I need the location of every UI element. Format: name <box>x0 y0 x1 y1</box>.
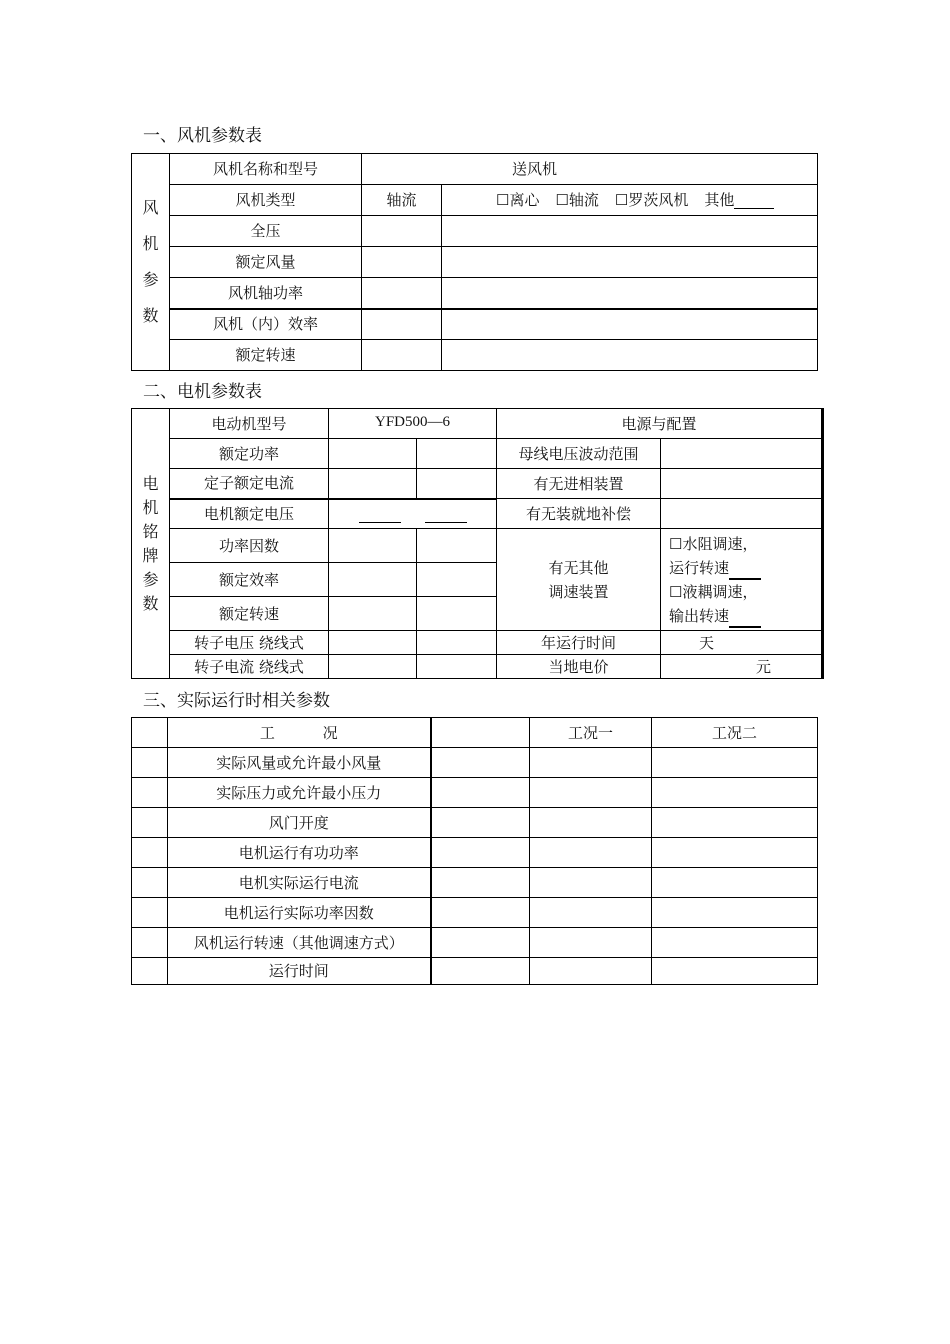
ops-row-blank <box>132 748 168 778</box>
ops-row-blank <box>132 898 168 928</box>
output-speed-line <box>669 604 821 628</box>
other-speed-device-label <box>497 529 661 631</box>
ops-row-label: 实际风量或允许最小风量 <box>168 748 431 778</box>
fan-type-value[interactable]: 轴流 <box>362 185 442 216</box>
ops-row-case2[interactable] <box>652 868 818 898</box>
option-axial[interactable]: ☐轴流 <box>555 191 599 209</box>
phase-advancer-label: 有无进相装置 <box>497 469 661 499</box>
ops-row-blank <box>132 928 168 958</box>
section1-title: 一、风机参数表 <box>143 126 262 146</box>
stator-current-value-1[interactable] <box>329 469 417 499</box>
section2-title: 二、电机参数表 <box>143 382 262 402</box>
shaft-power-label: 风机轴功率 <box>170 278 362 309</box>
ops-row-value[interactable] <box>431 808 530 838</box>
ops-row-label: 运行时间 <box>168 958 431 985</box>
ops-row-label: 实际压力或允许最小压力 <box>168 778 431 808</box>
ops-header-blank-2 <box>431 718 530 748</box>
output-speed-blank[interactable] <box>729 612 761 628</box>
power-factor-value-2[interactable] <box>417 529 497 563</box>
motor-model-value[interactable]: YFD500—6 <box>329 409 497 439</box>
stator-current-value-2[interactable] <box>417 469 497 499</box>
annual-runtime-unit: 天 <box>699 633 715 652</box>
shaft-power-extra[interactable] <box>442 278 818 309</box>
other-speed-device-line2: 调速装置 <box>548 582 609 601</box>
rated-flow-extra[interactable] <box>442 247 818 278</box>
rotor-voltage-value-1[interactable] <box>329 631 417 655</box>
rated-power-label: 额定功率 <box>170 439 329 469</box>
option-other-blank[interactable] <box>734 194 774 209</box>
run-speed-blank[interactable] <box>729 564 761 580</box>
option-roots[interactable]: ☐罗茨风机 <box>614 191 689 209</box>
ops-row-case1[interactable] <box>530 808 652 838</box>
ops-row-case2[interactable] <box>652 808 818 838</box>
ops-row-blank <box>132 838 168 868</box>
ops-row-case1[interactable] <box>530 778 652 808</box>
section3-title: 三、实际运行时相关参数 <box>143 691 330 711</box>
other-speed-device-line1: 有无其他 <box>548 558 609 577</box>
ops-row-case1[interactable] <box>530 748 652 778</box>
fan-type-label: 风机类型 <box>170 185 362 216</box>
motor-rated-speed-value-1[interactable] <box>329 597 417 631</box>
ops-row-case2[interactable] <box>652 958 818 985</box>
electricity-price-label: 当地电价 <box>497 655 661 679</box>
efficiency-label: 风机（内）效率 <box>170 309 362 340</box>
total-pressure-extra[interactable] <box>442 216 818 247</box>
ops-header-case2: 工况二 <box>652 718 818 748</box>
ops-row-value[interactable] <box>431 958 530 985</box>
phase-advancer-value[interactable] <box>661 469 823 499</box>
fan-rated-speed-extra[interactable] <box>442 340 818 371</box>
total-pressure-label: 全压 <box>170 216 362 247</box>
ops-row-case1[interactable] <box>530 928 652 958</box>
annual-runtime-value[interactable] <box>661 631 823 655</box>
ops-row-blank <box>132 778 168 808</box>
option-other[interactable]: 其他 <box>704 191 735 209</box>
ops-row-label: 电机实际运行电流 <box>168 868 431 898</box>
efficiency-value[interactable] <box>362 309 442 340</box>
rated-power-value-2[interactable] <box>417 439 497 469</box>
ops-row-case2[interactable] <box>652 898 818 928</box>
water-resistor-option[interactable]: ☐水阻调速， <box>669 534 758 553</box>
rated-efficiency-value-2[interactable] <box>417 563 497 597</box>
ops-header-label: 工 况 <box>168 718 431 748</box>
ops-row-case2[interactable] <box>652 778 818 808</box>
option-centrifugal[interactable]: ☐离心 <box>496 191 540 209</box>
local-compensation-label: 有无装就地补偿 <box>497 499 661 529</box>
fan-rated-speed-label: 额定转速 <box>170 340 362 371</box>
fan-group-label <box>132 154 170 371</box>
power-factor-value-1[interactable] <box>329 529 417 563</box>
ops-row-case2[interactable] <box>652 838 818 868</box>
power-factor-label: 功率因数 <box>170 529 329 563</box>
bus-voltage-value[interactable] <box>661 439 823 469</box>
rotor-current-label: 转子电流 绕线式 <box>170 655 329 679</box>
run-speed-label: 运行转速 <box>669 558 730 577</box>
rotor-current-value-1[interactable] <box>329 655 417 679</box>
rotor-voltage-value-2[interactable] <box>417 631 497 655</box>
ops-row-label: 电机运行有功功率 <box>168 838 431 868</box>
motor-parameter-table <box>131 408 824 679</box>
ops-row-value[interactable] <box>431 928 530 958</box>
total-pressure-value[interactable] <box>362 216 442 247</box>
fan-name-model-label: 风机名称和型号 <box>170 154 362 185</box>
local-compensation-value[interactable] <box>661 499 823 529</box>
run-speed-line <box>669 556 821 580</box>
ops-row-blank <box>132 868 168 898</box>
fan-parameter-table <box>131 153 818 371</box>
ops-row-case1[interactable] <box>530 838 652 868</box>
rated-flow-value[interactable] <box>362 247 442 278</box>
ops-header-blank <box>132 718 168 748</box>
stator-current-label: 定子额定电流 <box>170 469 329 499</box>
ops-row-value[interactable] <box>431 778 530 808</box>
fan-type-options <box>442 185 818 216</box>
ops-row-label: 电机运行实际功率因数 <box>168 898 431 928</box>
bus-voltage-label: 母线电压波动范围 <box>497 439 661 469</box>
shaft-power-value[interactable] <box>362 278 442 309</box>
rated-voltage-blank-1[interactable] <box>359 508 401 523</box>
ops-row-case2[interactable] <box>652 928 818 958</box>
motor-model-label: 电动机型号 <box>170 409 329 439</box>
rotor-current-value-2[interactable] <box>417 655 497 679</box>
ops-row-case1[interactable] <box>530 868 652 898</box>
rated-voltage-blank-2[interactable] <box>425 508 467 523</box>
ops-header-case1: 工况一 <box>530 718 652 748</box>
hydraulic-coupling-option[interactable]: ☐液耦调速， <box>669 582 758 601</box>
ops-row-label: 风机运行转速（其他调速方式） <box>168 928 431 958</box>
output-speed-label: 输出转速 <box>669 606 730 625</box>
ops-row-case1[interactable] <box>530 898 652 928</box>
power-config-label: 电源与配置 <box>497 409 823 439</box>
motor-group-label-text: 电机铭牌参数 <box>142 473 159 613</box>
efficiency-extra[interactable] <box>442 309 818 340</box>
rated-efficiency-value-1[interactable] <box>329 563 417 597</box>
ops-row-case2[interactable] <box>652 748 818 778</box>
ops-row-case1[interactable] <box>530 958 652 985</box>
motor-rated-speed-value-2[interactable] <box>417 597 497 631</box>
ops-row-value[interactable] <box>431 898 530 928</box>
motor-group-label <box>132 409 170 679</box>
ops-row-value[interactable] <box>431 838 530 868</box>
rated-flow-label: 额定风量 <box>170 247 362 278</box>
rated-power-value-1[interactable] <box>329 439 417 469</box>
ops-row-label: 风门开度 <box>168 808 431 838</box>
electricity-price-unit: 元 <box>756 657 772 676</box>
rated-efficiency-label: 额定效率 <box>170 563 329 597</box>
speed-options-cell <box>661 529 823 631</box>
operation-parameter-table <box>131 717 818 985</box>
ops-row-value[interactable] <box>431 748 530 778</box>
fan-name-model-text: 送风机 <box>511 160 557 178</box>
fan-rated-speed-value[interactable] <box>362 340 442 371</box>
ops-row-blank <box>132 808 168 838</box>
rated-voltage-value[interactable] <box>329 499 497 529</box>
ops-row-value[interactable] <box>431 868 530 898</box>
annual-runtime-label: 年运行时间 <box>497 631 661 655</box>
fan-group-label-text: 风机参数 <box>142 198 159 325</box>
rotor-voltage-label: 转子电压 绕线式 <box>170 631 329 655</box>
ops-row-blank <box>132 958 168 985</box>
rated-voltage-label: 电机额定电压 <box>170 499 329 529</box>
electricity-price-value[interactable] <box>661 655 823 679</box>
fan-name-model-value[interactable] <box>362 154 818 185</box>
motor-rated-speed-label: 额定转速 <box>170 597 329 631</box>
